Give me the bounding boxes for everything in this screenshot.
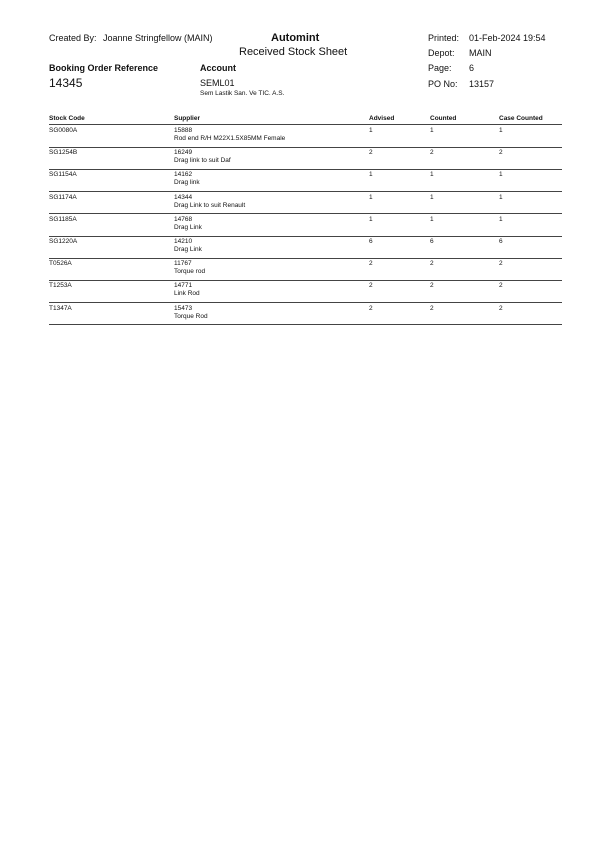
advised-cell: 2 xyxy=(369,260,373,268)
table-row xyxy=(49,170,562,192)
item-description: Rod end R/H M22X1.5X85MM Female xyxy=(174,135,286,142)
depot-value: MAIN xyxy=(469,48,492,58)
supplier-ref: 14162 xyxy=(174,171,193,179)
counted-cell: 2 xyxy=(430,282,434,290)
case-counted-cell: 1 xyxy=(499,193,503,201)
supplier-ref: 15888 xyxy=(174,127,193,134)
column-header-advised: Advised xyxy=(369,115,395,122)
column-header-counted: Counted xyxy=(430,115,457,122)
counted-cell: 2 xyxy=(430,304,434,312)
advised-cell: 2 xyxy=(369,282,373,290)
table-row xyxy=(49,259,562,281)
stock-code-cell: SG1254B xyxy=(49,149,78,157)
stock-code-cell: SG1220A xyxy=(49,238,78,245)
table-row xyxy=(49,215,562,237)
counted-cell: 1 xyxy=(430,193,434,201)
table-row xyxy=(49,237,562,259)
supplier-ref: 15473 xyxy=(174,304,193,312)
created-by-label: Created By: xyxy=(49,33,97,43)
counted-cell: 1 xyxy=(430,171,434,179)
column-header-case-counted: Case Counted xyxy=(499,115,543,122)
supplier-cell xyxy=(174,282,200,298)
supplier-cell xyxy=(174,216,202,232)
case-counted-cell: 1 xyxy=(499,171,503,179)
booking-order-value: 14345 xyxy=(49,76,83,90)
po-label: PO No: xyxy=(428,79,458,89)
counted-cell: 6 xyxy=(430,238,434,245)
stock-code-cell: SG1154A xyxy=(49,171,77,179)
advised-cell: 1 xyxy=(369,215,373,223)
item-description: Drag Link to suit Renault xyxy=(174,201,246,209)
item-description: Link Rod xyxy=(174,290,200,298)
stock-code-cell: SG1185A xyxy=(49,215,77,223)
supplier-cell xyxy=(174,194,245,210)
counted-cell: 1 xyxy=(430,127,434,134)
supplier-cell xyxy=(174,149,231,165)
supplier-cell xyxy=(174,305,208,321)
case-counted-cell: 2 xyxy=(499,149,503,157)
page-label: Page: xyxy=(428,63,452,73)
item-description: Torque rod xyxy=(174,268,206,276)
table-row xyxy=(49,281,562,303)
supplier-cell xyxy=(174,171,200,187)
item-description: Drag Link xyxy=(174,223,202,231)
advised-cell: 1 xyxy=(369,171,373,179)
item-description: Drag link to suit Daf xyxy=(174,157,231,165)
counted-cell: 2 xyxy=(430,149,434,157)
account-label: Account xyxy=(200,63,236,73)
column-header-stock-code: Stock Code xyxy=(49,115,85,122)
stock-code-cell: SG1174A xyxy=(49,193,77,201)
case-counted-cell: 2 xyxy=(499,282,503,290)
printed-value: 01-Feb-2024 19:54 xyxy=(469,33,546,43)
account-name: Sem Lastik San. Ve TIC. A.S. xyxy=(200,90,285,97)
company-name: Automint xyxy=(271,32,320,44)
item-description: Torque Rod xyxy=(174,312,208,320)
supplier-ref: 11767 xyxy=(174,260,192,268)
item-description: Drag link xyxy=(174,179,200,187)
column-header-supplier: Supplier xyxy=(174,115,201,122)
supplier-ref: 16249 xyxy=(174,149,193,157)
depot-label: Depot: xyxy=(428,48,455,58)
supplier-ref: 14210 xyxy=(174,238,193,245)
case-counted-cell: 6 xyxy=(499,238,503,245)
supplier-cell xyxy=(174,260,205,276)
advised-cell: 6 xyxy=(369,238,373,245)
counted-cell: 2 xyxy=(430,260,434,268)
account-code: SEML01 xyxy=(200,78,235,88)
counted-cell: 1 xyxy=(430,215,434,223)
page-value: 6 xyxy=(469,63,475,73)
created-by-value: Joanne Stringfellow (MAIN) xyxy=(103,33,213,43)
supplier-cell xyxy=(174,238,202,254)
table-row xyxy=(49,304,562,326)
supplier-ref: 14771 xyxy=(174,282,193,290)
case-counted-cell: 1 xyxy=(499,127,503,134)
table-row xyxy=(49,148,562,170)
stock-code-cell: SG0080A xyxy=(49,127,78,134)
booking-order-label: Booking Order Reference xyxy=(49,63,159,73)
header-divider xyxy=(49,124,562,125)
advised-cell: 2 xyxy=(369,149,373,157)
stock-code-cell: T1253A xyxy=(49,282,72,290)
po-value: 13157 xyxy=(469,79,495,89)
supplier-ref: 14344 xyxy=(174,193,193,201)
case-counted-cell: 1 xyxy=(499,215,503,223)
table-row xyxy=(49,193,562,215)
supplier-ref: 14768 xyxy=(174,215,193,223)
case-counted-cell: 2 xyxy=(499,304,503,312)
advised-cell: 2 xyxy=(369,304,373,312)
stock-code-cell: T0526A xyxy=(49,260,72,268)
printed-label: Printed: xyxy=(428,33,460,43)
row-divider xyxy=(49,324,562,325)
advised-cell: 1 xyxy=(369,127,373,134)
case-counted-cell: 2 xyxy=(499,260,503,268)
table-row xyxy=(49,126,562,148)
advised-cell: 1 xyxy=(369,193,373,201)
supplier-cell xyxy=(174,127,285,143)
document-title: Received Stock Sheet xyxy=(239,46,348,58)
stock-code-cell: T1347A xyxy=(49,304,72,312)
item-description: Drag Link xyxy=(174,246,202,253)
